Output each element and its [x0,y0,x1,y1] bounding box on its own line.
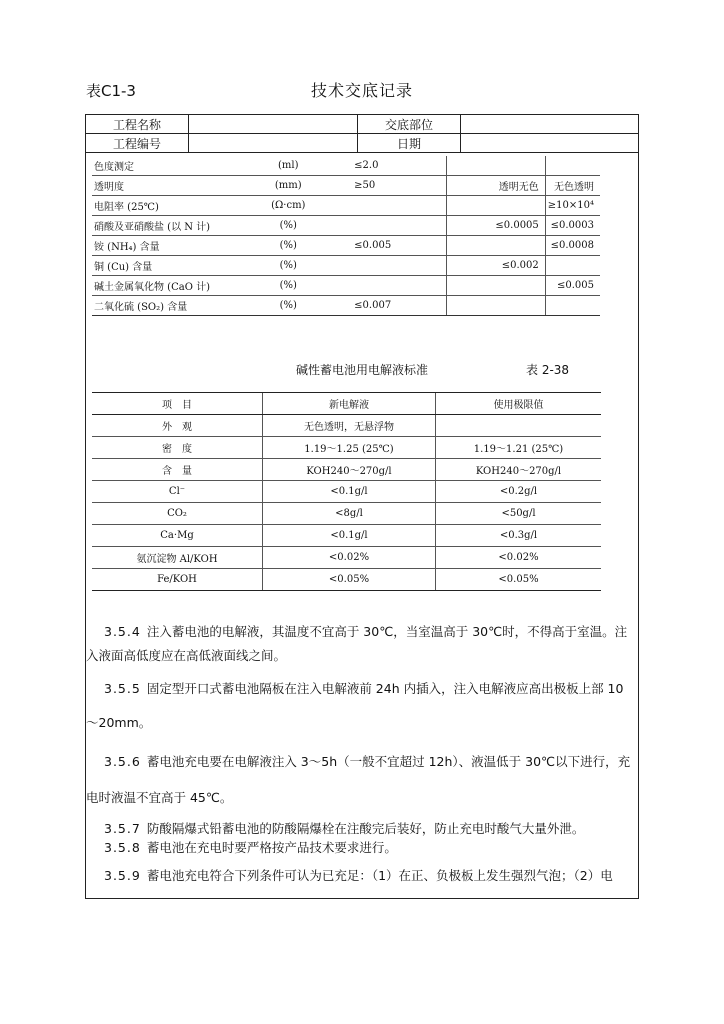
table1-cell [324,256,446,276]
table1-cell: (mm) [252,176,324,196]
para-text: 防酸隔爆式铅蓄电池的防酸隔爆栓在注酸完后装好，防止充电时酸气大量外泄。 [146,821,585,836]
table1-cell: (%) [252,236,324,256]
para-text: 蓄电池充电要在电解液注入 3～5h（一般不宜超过 12h）、液温低于 30℃以下进行，充 [146,754,631,769]
table1-cell: ≤0.002 [446,256,545,276]
para-text-cont: 电时液温不宜高于 45℃。 [86,790,233,805]
part-value[interactable] [461,115,639,134]
table1-cell: 透明无色 [446,176,545,196]
table1-cell [446,296,545,316]
para-text: 固定型开口式蓄电池隔板在注入电解液前 24h 内插入，注入电解液应高出极板上部 10 [146,681,624,696]
table2-row [92,481,601,503]
table1-cell [446,196,545,216]
table1-cell: 碱土金属氧化物 (CaO 计) [92,276,252,296]
para-text-cont: 入液面高低度应在高低液面线之间。 [86,648,287,663]
table1-cell [324,216,446,236]
table2-cell: 1.19～1.25 (25℃) [263,437,436,459]
table2-header-limit: 使用极限值 [436,393,602,415]
table1-row [92,176,600,196]
table1-cell: ≤0.005 [545,276,600,296]
table2-cell: <0.05% [263,569,436,591]
table2-caption: 碱性蓄电池用电解液标准 [295,363,428,377]
meta-table [85,114,639,153]
project-name-value[interactable] [189,115,358,134]
table2-cell: 1.19～1.21 (25℃) [436,437,602,459]
table2-row [92,415,601,437]
table2-tag: 表 2-38 [526,363,570,377]
table2-cell: Ca·Mg [92,525,263,547]
project-no-label: 工程编号 [86,134,189,153]
table2-cell: <0.1g/l [263,481,436,503]
para-text: 蓄电池充电符合下列条件可认为已充足：（1）在正、负极板上发生强烈气泡；（2）电 [146,868,613,883]
table2-cell: <0.3g/l [436,525,602,547]
table1-row [92,156,600,176]
table1-cell: 二氧化硫 (SO₂) 含量 [92,296,252,316]
table1-cell: (%) [252,216,324,236]
table1-cell: 无色透明 [545,176,600,196]
table1-cell: ≤0.0008 [545,236,600,256]
para-number: 3.5.6 [104,754,141,769]
table1-cell [545,256,600,276]
para-number: 3.5.8 [104,840,141,855]
table1-cell [446,236,545,256]
table1-cell: 透明度 [92,176,252,196]
table2-header-item: 项 目 [92,393,263,415]
table1-cell: 电阻率 (25℃) [92,196,252,216]
table1-cell: ≤2.0 [324,156,446,176]
date-label: 日期 [358,134,461,153]
table1-cell: 色度测定 [92,156,252,176]
table1-cell: ≥50 [324,176,446,196]
table2-cell: 密 度 [92,437,263,459]
page-title: 技术交底记录 [310,81,413,100]
table1-cell: ≤0.0003 [545,216,600,236]
table2-cell: KOH240～270g/l [436,459,602,481]
table2-cell: 无色透明，无悬浮物 [263,415,436,437]
table2-cell [436,415,602,437]
table1-cell: ≥10×10⁴ [545,196,600,216]
table1-row [92,196,600,216]
para-text: 蓄电池在充电时要严格按产品技术要求进行。 [146,840,397,855]
table2-row [92,547,601,569]
table1-row [92,276,600,296]
para-3-5-4 [86,622,634,666]
para-3-5-9 [86,866,634,886]
table1-cell [545,156,600,176]
para-3-5-7 [86,819,634,839]
table1-row [92,216,600,236]
table1-cell [446,156,545,176]
table2-header-row [92,393,601,415]
para-text: 注入蓄电池的电解液，其温度不宜高于 30℃，当室温高于 30℃时，不得高于室温。注 [146,624,628,639]
table2-cell: <0.2g/l [436,481,602,503]
para-text-cont: ～20mm。 [86,715,152,730]
table1-cell: ≤0.005 [324,236,446,256]
form-code: 表C1-3 [86,82,136,100]
para-3-5-8 [86,838,634,858]
table2-cell: <0.1g/l [263,525,436,547]
table2-row [92,437,601,459]
project-no-value[interactable] [189,134,358,153]
table2-cell: Cl⁻ [92,481,263,503]
para-3-5-6 [86,752,634,808]
table1-cell [324,196,446,216]
table1-row [92,236,600,256]
table2-cell: Fe/KOH [92,569,263,591]
para-3-5-5 [86,679,634,733]
table1-row [92,256,600,276]
date-value[interactable] [461,134,639,153]
table1-cell: (%) [252,256,324,276]
para-number: 3.5.4 [104,624,141,639]
table2-cell: CO₂ [92,503,263,525]
table1-cell: (Ω·cm) [252,196,324,216]
para-number: 3.5.5 [104,681,141,696]
para-number: 3.5.9 [104,868,141,883]
table2-cell: 氨沉淀物 Al/KOH [92,547,263,569]
table2-row [92,503,601,525]
water-quality-table [92,156,600,316]
part-label: 交底部位 [358,115,461,134]
para-number: 3.5.7 [104,821,141,836]
table1-cell: ≤0.0005 [446,216,545,236]
electrolyte-standard-table [92,392,601,591]
table1-cell: 铵 (NH₄) 含量 [92,236,252,256]
table1-cell: ≤0.007 [324,296,446,316]
table1-cell: 铜 (Cu) 含量 [92,256,252,276]
table1-cell: (%) [252,296,324,316]
table1-cell [324,276,446,296]
table2-cell: 含 量 [92,459,263,481]
table2-header-new: 新电解液 [263,393,436,415]
table2-cell: <0.02% [263,547,436,569]
table2-row [92,459,601,481]
table2-cell: KOH240～270g/l [263,459,436,481]
table2-cell: <0.05% [436,569,602,591]
table2-cell: 外 观 [92,415,263,437]
project-name-label: 工程名称 [86,115,189,134]
table2-row [92,569,601,591]
table2-cell: <8g/l [263,503,436,525]
table1-cell: (ml) [252,156,324,176]
table1-row [92,296,600,316]
table2-row [92,525,601,547]
table2-cell: <50g/l [436,503,602,525]
table1-cell: 硝酸及亚硝酸盐 (以 N 计) [92,216,252,236]
table2-cell: <0.02% [436,547,602,569]
table1-cell [446,276,545,296]
table1-cell: (%) [252,276,324,296]
table1-cell [545,296,600,316]
